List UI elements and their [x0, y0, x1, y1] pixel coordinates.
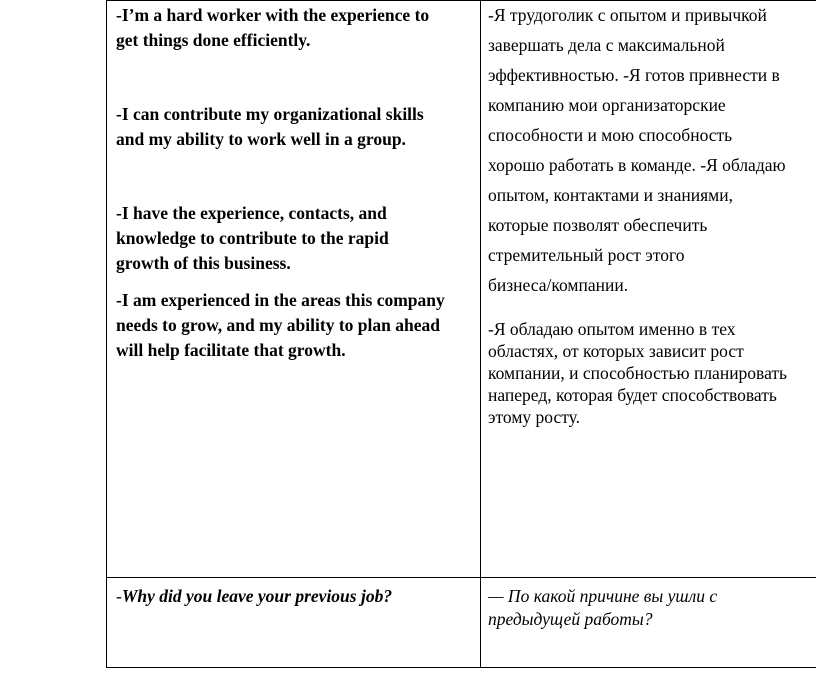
table-bottom-border: [106, 667, 816, 668]
text-line: and my ability to work well in a group.: [116, 129, 406, 149]
text-line: get things done efficiently.: [116, 30, 311, 50]
row-divider: [106, 577, 816, 578]
english-paragraph-4: [116, 288, 445, 363]
text-line: growth of this business.: [116, 253, 291, 273]
text-line: — По какой причине вы ушли с: [488, 586, 718, 606]
text-line: предыдущей работы?: [488, 609, 653, 629]
question-text: Why did you leave your previous job?: [121, 586, 393, 606]
text-line: наперед, которая будет способствовать: [488, 385, 777, 405]
text-line: эффективностью. -Я готов привнести в: [488, 65, 780, 85]
text-line: will help facilitate that growth.: [116, 340, 346, 360]
text-line: -I am experienced in the areas this company: [116, 290, 445, 310]
text-line: которые позволят обеспечить: [488, 215, 708, 235]
english-paragraph-2: [116, 102, 424, 152]
text-line: опытом, контактами и знаниями,: [488, 185, 733, 205]
english-paragraph-3: [116, 201, 389, 276]
text-line: стремительный рост этого: [488, 245, 685, 265]
text-line: бизнеса/компании.: [488, 275, 629, 295]
text-line: хорошо работать в команде. -Я обладаю: [488, 155, 786, 175]
question-russian: [488, 585, 717, 631]
text-line: -Я обладаю опытом именно в тех: [488, 319, 736, 339]
text-line: -I have the experience, contacts, and: [116, 203, 387, 223]
text-line: областях, от которых зависит рост: [488, 341, 744, 361]
column-divider: [480, 0, 481, 668]
text-line: -I can contribute my organizational skills: [116, 104, 424, 124]
question-dash: -: [116, 586, 122, 606]
text-line: компании, и способностью планировать: [488, 363, 788, 383]
text-line: knowledge to contribute to the rapid: [116, 228, 389, 248]
text-line: needs to grow, and my ability to plan ahead: [116, 315, 440, 335]
text-line: компанию мои организаторские: [488, 95, 726, 115]
text-line: -I’m a hard worker with the experience to: [116, 5, 430, 25]
question-english: [116, 585, 392, 608]
russian-paragraph-2: [488, 318, 787, 428]
text-line: этому росту.: [488, 407, 581, 427]
russian-paragraph-1: [488, 0, 786, 300]
table-left-border: [106, 0, 107, 668]
english-paragraph-1: [116, 3, 429, 53]
text-line: -Я трудоголик с опытом и привычкой: [488, 5, 767, 25]
text-line: завершать дела с максимальной: [488, 35, 725, 55]
text-line: способности и мою способность: [488, 125, 733, 145]
